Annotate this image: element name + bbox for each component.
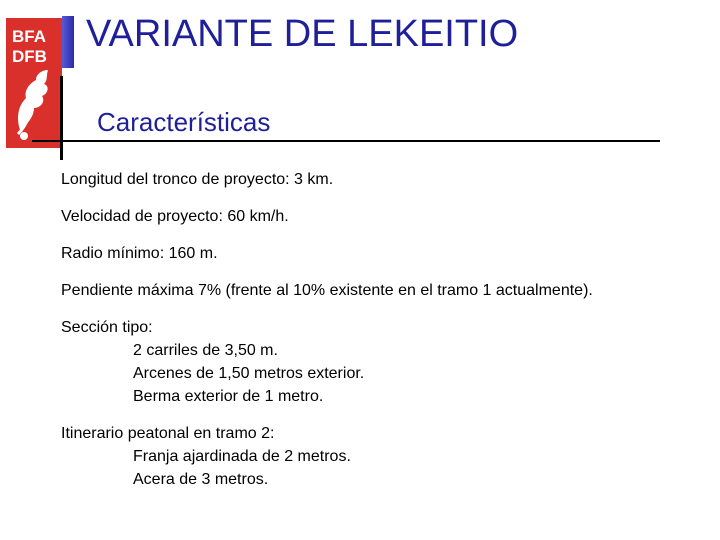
seccion-line: 2 carriles de 3,50 m. <box>133 342 278 359</box>
itinerario-line: Acera de 3 metros. <box>133 471 269 488</box>
itinerario-heading: Itinerario peatonal en tramo 2: <box>61 425 275 442</box>
logo-text-bfa: BFA <box>12 27 46 46</box>
vertical-divider <box>60 76 63 160</box>
horizontal-divider <box>32 140 660 142</box>
seccion-line: Arcenes de 1,50 metros exterior. <box>133 365 365 382</box>
seccion-tipo-block <box>61 316 701 408</box>
slide-content <box>61 168 701 505</box>
item-pendiente: Pendiente máxima 7% (frente al 10% existente en el tramo 1 actualmente). <box>61 282 593 299</box>
slide-subtitle: Características <box>97 107 271 137</box>
seccion-line: Berma exterior de 1 metro. <box>133 388 324 405</box>
item-longitud: Longitud del tronco de proyecto: 3 km. <box>61 171 334 188</box>
item-velocidad: Velocidad de proyecto: 60 km/h. <box>61 208 289 225</box>
title-accent-bar <box>62 16 74 68</box>
logo-text-dfb: DFB <box>12 47 47 66</box>
seccion-heading: Sección tipo: <box>61 319 153 336</box>
itinerario-block <box>61 422 701 491</box>
slide-title: VARIANTE DE LEKEITIO <box>86 13 519 55</box>
itinerario-line: Franja ajardinada de 2 metros. <box>133 448 351 465</box>
item-radio: Radio mínimo: 160 m. <box>61 245 218 262</box>
